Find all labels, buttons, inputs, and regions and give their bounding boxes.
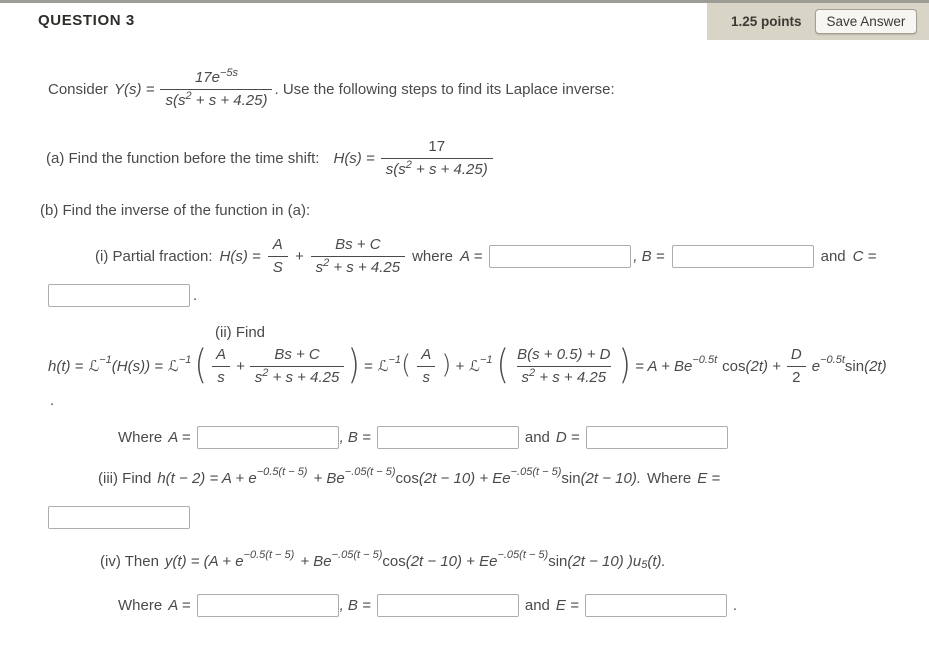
plus-be: + Be	[313, 469, 345, 487]
comma-b-equals: , B =	[633, 247, 665, 265]
num-bsc: Bs + C	[274, 345, 320, 363]
den-exp: 2	[262, 366, 269, 379]
cos-arg-plus-ee: (2t − 10) + Ee	[405, 552, 498, 570]
plus-be: + Be	[300, 552, 332, 570]
intro-tail: . Use the following steps to find its Laplace inverse:	[274, 80, 615, 98]
part-a	[46, 126, 493, 190]
h-denominator: s(s	[385, 160, 406, 178]
item-iii-label: (iii) Find	[98, 469, 152, 487]
intro-lhs: Y(s) =	[114, 80, 155, 98]
u-subscript: 5	[641, 559, 648, 571]
big-right-paren: )	[347, 342, 361, 388]
h-den-exponent: 2	[405, 158, 412, 171]
h-equation	[48, 336, 887, 396]
laplace-icon: ℒ	[168, 357, 179, 375]
den-quad: s	[521, 368, 530, 386]
points-panel	[707, 3, 929, 40]
frac-den-rest: + s + 4.25	[329, 258, 401, 276]
input-i-b[interactable]	[672, 245, 814, 268]
h-numerator: 17	[428, 137, 446, 155]
comma-b-equals: , B =	[339, 597, 371, 614]
problem-statement	[48, 57, 615, 121]
y-expr-terms	[300, 549, 666, 571]
input-i-c[interactable]	[48, 284, 190, 307]
den-quad: s	[254, 368, 263, 386]
inverse-exp: −1	[388, 354, 402, 366]
where-word: where	[412, 247, 453, 265]
h-shift-expr	[157, 466, 308, 487]
cos-arg-plus-ee: (2t − 10) + Ee	[418, 469, 511, 487]
item-i-label: (i) Partial fraction:	[95, 247, 213, 265]
part-b	[40, 202, 310, 219]
item-ii-label: (ii) Find	[215, 324, 266, 341]
frac-num-bsc: Bs + C	[335, 235, 381, 253]
e-equals: E =	[555, 597, 579, 614]
sentence-period: .	[50, 392, 55, 409]
of-t-period: (t).	[647, 552, 666, 570]
sin-label: sin	[548, 552, 568, 570]
answer-row-e	[48, 506, 190, 529]
big-left-paren: (	[496, 342, 509, 388]
exp-neg05t: −0.5t	[820, 354, 845, 366]
num-shifted: B(s + 0.5) + D	[517, 345, 611, 363]
item-iv	[100, 544, 666, 578]
frac-bs-plus-c-2	[250, 346, 345, 387]
a-equals: A =	[168, 597, 191, 614]
den-exp: 2	[529, 366, 536, 379]
num-d: D	[790, 345, 802, 363]
plus-sign: +	[455, 357, 465, 375]
h-fraction	[381, 138, 493, 179]
frac-bs-plus-c	[311, 236, 406, 277]
sin-arg: (2t − 10).	[580, 469, 642, 487]
frac-num-a: A	[272, 235, 283, 253]
input-iii-e[interactable]	[48, 506, 190, 529]
sin-arg: (2t)	[864, 357, 887, 375]
item-i	[95, 227, 876, 285]
comma-b-equals: , B =	[339, 429, 371, 446]
num-a: A	[216, 345, 227, 363]
where-word: Where	[118, 597, 163, 614]
ht-minus-2: h(t − 2) = A + e	[157, 469, 257, 487]
y-numerator: 17e	[194, 68, 220, 86]
exp3: −.05(t − 5)	[497, 549, 549, 561]
left-paren: (	[401, 350, 412, 380]
answer-row-c	[48, 284, 197, 307]
yt-equals: y(t) = (A + e	[164, 552, 244, 570]
input-ii-d[interactable]	[586, 426, 728, 449]
and-word: and	[524, 429, 550, 446]
right-paren: )	[441, 350, 452, 380]
den-2: 2	[792, 368, 801, 386]
shift-terms	[313, 466, 642, 487]
sentence-period: .	[732, 597, 737, 614]
frac-a-over-s-2	[211, 346, 231, 387]
item-iii	[98, 461, 720, 495]
a-equals: A =	[459, 247, 483, 265]
y-fraction	[160, 66, 272, 110]
inverse-exp: −1	[99, 354, 112, 366]
save-answer-button[interactable]: Save Answer	[815, 9, 918, 34]
of-Hs: (H(s)) =	[111, 357, 164, 375]
big-right-paren: )	[619, 342, 632, 388]
laplace-icon: ℒ	[88, 357, 100, 375]
part-a-lhs: H(s) =	[333, 149, 375, 167]
frac-shifted	[512, 346, 615, 387]
exp2: −.05(t − 5)	[331, 549, 383, 561]
input-iv-e[interactable]	[585, 594, 727, 617]
inverse-exp: −1	[479, 354, 493, 366]
frac-den-quad: s	[315, 258, 324, 276]
frac-den-s: S	[272, 258, 283, 276]
y-num-exponent: −5s	[219, 66, 239, 79]
den-s: s	[422, 368, 430, 386]
sin-label: sin	[844, 357, 865, 375]
equals-sign: =	[363, 357, 373, 375]
frac-a-over-s-3	[416, 346, 436, 387]
item-iv-label: (iv) Then	[100, 552, 159, 570]
frac-a-over-s	[268, 236, 288, 277]
part-a-label: (a) Find the function before the time shift:	[46, 149, 320, 167]
plus-sign: +	[236, 357, 245, 375]
den-rest: + s + 4.25	[535, 368, 607, 386]
c-equals: C =	[852, 247, 877, 265]
inverse-exp: −1	[178, 354, 192, 366]
laplace-inverse-4	[469, 354, 493, 375]
and-word: and	[524, 597, 550, 614]
y-den-exponent: 2	[185, 89, 192, 102]
exp3: −.05(t − 5)	[510, 466, 562, 478]
where-row-abd	[118, 426, 728, 449]
where-row-abe	[118, 594, 737, 617]
exp1: −0.5(t − 5)	[243, 549, 295, 561]
points-label: 1.25 points	[731, 14, 802, 29]
input-iv-b[interactable]	[377, 594, 519, 617]
laplace-inverse-3	[377, 350, 412, 380]
y-expr-start	[164, 549, 295, 570]
equation-period-row	[50, 392, 54, 409]
frac-den-exp: 2	[323, 256, 330, 269]
where-word: Where	[118, 429, 163, 446]
input-i-a[interactable]	[489, 245, 631, 268]
d-equals: D =	[555, 429, 580, 446]
and-word: and	[820, 247, 846, 265]
cos-label: cos	[395, 469, 419, 487]
cos-term	[722, 358, 781, 375]
laplace-icon: ℒ	[377, 357, 389, 375]
laplace-inverse-of-H	[88, 354, 164, 375]
question-title: QUESTION 3	[38, 12, 135, 29]
plus-sign: +	[294, 247, 304, 265]
laplace-inverse-2	[168, 354, 192, 375]
cos-label: cos	[382, 552, 406, 570]
y-denominator: s(s	[165, 91, 186, 109]
input-ii-a[interactable]	[197, 426, 339, 449]
sin-label: sin	[561, 469, 581, 487]
exp-neg05t: −0.5t	[692, 354, 718, 366]
h-den-rest: + s + 4.25)	[411, 160, 488, 178]
exp1: −0.5(t − 5)	[256, 466, 308, 478]
frac-d-over-2	[786, 346, 807, 387]
cos-arg: (2t) +	[745, 357, 781, 375]
input-ii-b[interactable]	[377, 426, 519, 449]
result-start	[635, 354, 718, 375]
item-i-lhs: H(s) =	[219, 247, 261, 265]
num-a: A	[421, 345, 432, 363]
sin-term	[811, 354, 887, 375]
a-equals: A =	[168, 429, 191, 446]
sin-arg-u: (2t − 10) )u	[567, 552, 642, 570]
big-left-paren: (	[194, 342, 208, 388]
exp2: −.05(t − 5)	[344, 466, 396, 478]
intro-lead: Consider	[48, 80, 109, 98]
e-base: e	[811, 357, 821, 375]
den-s: s	[217, 368, 225, 386]
sentence-period: .	[193, 287, 198, 304]
cos-label: cos	[722, 357, 746, 375]
part-b-label: (b) Find the inverse of the function in (a):	[40, 202, 311, 219]
where-word: Where	[647, 469, 692, 487]
close-paren-plus	[441, 350, 465, 380]
a-plus-be: = A + Be	[635, 357, 693, 375]
den-rest: + s + 4.25	[268, 368, 340, 386]
e-equals: E =	[697, 469, 721, 487]
ht-lhs: h(t) =	[48, 357, 84, 375]
laplace-icon: ℒ	[469, 357, 480, 375]
y-den-rest: + s + 4.25)	[191, 91, 268, 109]
input-iv-a[interactable]	[197, 594, 339, 617]
